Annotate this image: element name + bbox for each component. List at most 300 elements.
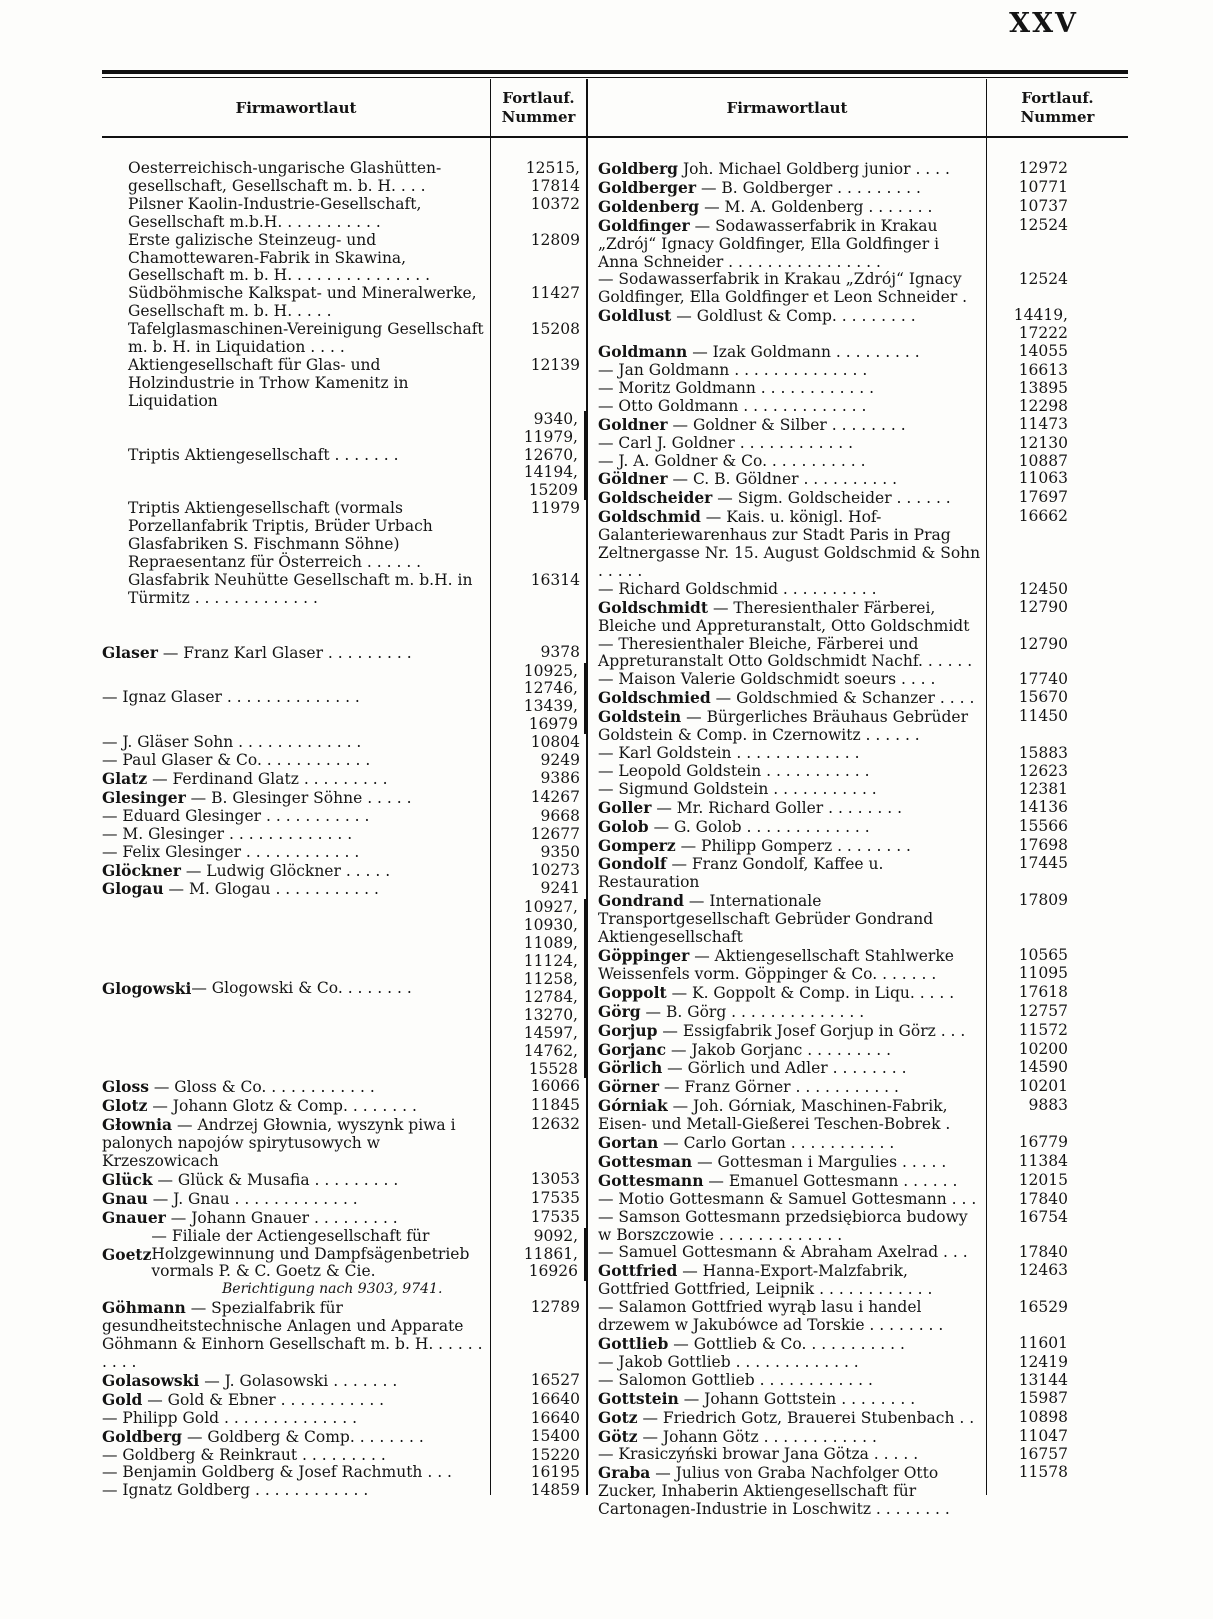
firm-entry — [598, 380, 1074, 398]
firm-name — [598, 1078, 986, 1097]
firm-keyword: Goldberg — [598, 159, 679, 178]
serial-number: 12419 — [1018, 1352, 1068, 1371]
firm-text: — Maison Valerie Goldschmidt soeurs . . . . — [598, 670, 936, 689]
firm-keyword: Göppinger — [598, 945, 690, 965]
serial-number: 16979 — [528, 715, 578, 734]
firm-name — [598, 1335, 986, 1354]
firm-text: — Philipp Gold . . . . . . . . . . . . . . — [102, 1408, 358, 1427]
firm-entry — [102, 1447, 586, 1465]
firm-name — [598, 763, 986, 781]
serial-numbers — [490, 1428, 586, 1446]
serial-numbers — [490, 232, 586, 250]
serial-number: 14859 — [530, 1481, 580, 1500]
serial-number: 16757 — [1018, 1445, 1068, 1464]
firm-text: — Johann Gnauer . . . . . . . . . — [165, 1208, 398, 1227]
firm-text: — Gottlieb & Co. . . . . . . . . . . — [668, 1335, 905, 1353]
firm-name — [598, 1003, 986, 1022]
firm-text: — B. Glesinger Söhne . . . . . — [185, 788, 412, 807]
serial-number: 11473 — [1018, 414, 1068, 433]
firm-name — [102, 1116, 490, 1171]
firm-entry — [102, 880, 586, 899]
firm-entry — [102, 770, 586, 789]
serial-numbers — [986, 1244, 1074, 1262]
firm-entry — [598, 1372, 1074, 1390]
firm-entry — [102, 644, 586, 663]
firm-text: — Aktiengesellschaft Stahlwerke Weissenfels vorm. Göppinger & Co. . . . . . . — [598, 946, 954, 983]
serial-number: 16926 — [528, 1262, 578, 1281]
header-nummer-right: Fortlauf. Nummer — [1020, 89, 1095, 126]
firm-text: — Benjamin Goldberg & Josef Rachmuth . . . — [102, 1463, 452, 1482]
firm-keyword: Glogowski — [102, 978, 192, 998]
firm-entry — [102, 862, 586, 881]
serial-numbers — [986, 179, 1074, 197]
firm-name — [102, 789, 490, 808]
serial-number: 17618 — [1018, 982, 1068, 1001]
firm-entry — [102, 160, 586, 196]
firm-keyword: Göhmann — [102, 1298, 186, 1318]
firm-keyword: Gortan — [598, 1133, 659, 1153]
firm-name — [598, 1428, 986, 1447]
serial-numbers — [986, 470, 1074, 488]
serial-number: 11450 — [1018, 707, 1068, 726]
firm-entry — [102, 1209, 586, 1228]
serial-number: 11095 — [1018, 963, 1068, 982]
serial-numbers — [986, 380, 1074, 398]
firm-entry — [102, 1428, 586, 1447]
firm-keyword: Goldmann — [598, 342, 688, 362]
serial-numbers — [986, 837, 1074, 855]
serial-number: 16754 — [1018, 1207, 1068, 1226]
serial-number: 14194, — [523, 463, 578, 482]
firm-name — [598, 380, 986, 398]
serial-number: 11124, — [523, 952, 578, 971]
serial-numbers — [490, 285, 586, 303]
firm-entry — [598, 1191, 1074, 1209]
firm-name — [598, 1153, 986, 1172]
serial-number: 10930, — [523, 916, 578, 935]
firm-name — [598, 470, 986, 489]
serial-number: 15400 — [530, 1426, 580, 1445]
firm-keyword: Gnau — [102, 1188, 148, 1208]
serial-numbers — [490, 1464, 586, 1482]
firm-entry — [598, 745, 1074, 763]
firm-keyword: Goldfinger — [598, 215, 690, 235]
serial-numbers — [490, 160, 586, 196]
firm-text: — Motio Gottesmann & Samuel Gottesmann . . . — [598, 1189, 977, 1208]
firm-name — [102, 1171, 490, 1190]
serial-numbers — [986, 984, 1074, 1002]
firm-text: — Ignatz Goldberg . . . . . . . . . . . . — [102, 1481, 369, 1500]
firm-name — [598, 947, 986, 984]
serial-number: 15987 — [1018, 1388, 1068, 1407]
serial-number: 13144 — [1018, 1370, 1068, 1389]
serial-number: 15220 — [530, 1445, 580, 1464]
firm-keyword: Götz — [598, 1426, 638, 1446]
firm-entry — [102, 321, 586, 357]
firm-text: — Felix Glesinger . . . . . . . . . . . . — [102, 842, 360, 861]
firm-name — [102, 1228, 490, 1282]
firm-text: — Salomon Gottlieb . . . . . . . . . . . . — [598, 1370, 873, 1389]
firm-entry — [102, 734, 586, 752]
header-firmawortlaut-left: Firmawortlaut — [235, 98, 357, 117]
firm-text: — Filiale der Actiengesellschaft für Holzgewinnung und Dampfsägenbetrieb vormals P. & C. Goetz & Cie. — [151, 1226, 470, 1281]
firm-name — [598, 799, 986, 818]
firm-name — [598, 671, 986, 689]
firm-text: — B. Görg . . . . . . . . . . . . . . — [640, 1002, 865, 1021]
serial-numbers — [986, 1299, 1074, 1317]
firm-entry — [598, 1299, 1074, 1335]
firm-entry — [102, 789, 586, 808]
firm-entry — [598, 198, 1074, 217]
firm-name — [102, 232, 490, 286]
firm-text: — Salamon Gottfried wyrąb lasu i handel drzewem w Jakubówce ad Torskie . . . . . . . . — [598, 1298, 944, 1335]
firm-text: — Gold & Ebner . . . . . . . . . . . — [142, 1390, 385, 1409]
serial-numbers — [986, 1464, 1074, 1482]
firm-text: Triptis Aktiengesellschaft (vormals Porzellanfabrik Triptis, Brüder Urbach Glasfabriken S. Fischmann Söhne) Repraesentanz für Österreich . . . . . . — [128, 499, 433, 571]
serial-number: 12789 — [530, 1298, 580, 1317]
firm-entry — [598, 708, 1074, 745]
firm-text: — Glück & Musafia . . . . . . . . . — [152, 1170, 399, 1189]
firm-text: — Eduard Glesinger . . . . . . . . . . . — [102, 806, 370, 825]
section-gap — [102, 608, 586, 644]
serial-numbers — [490, 663, 586, 735]
serial-number: 15209 — [528, 481, 578, 500]
firm-entry — [598, 343, 1074, 362]
firm-keyword: Gomperz — [598, 835, 676, 855]
firm-text: — Internationale Transportgesellschaft Gebrüder Gondrand Aktiengesellschaft — [598, 892, 934, 947]
serial-numbers — [986, 1262, 1074, 1280]
serial-number: 11572 — [1018, 1020, 1068, 1039]
serial-number: 13270, — [523, 1005, 578, 1024]
firm-name — [598, 1446, 986, 1464]
firm-entry — [598, 453, 1074, 471]
serial-number: 9386 — [540, 769, 580, 787]
serial-number: 12677 — [530, 824, 580, 843]
serial-numbers — [986, 636, 1074, 654]
serial-number: 10200 — [1018, 1039, 1068, 1058]
firm-text: Südböhmische Kalkspat- und Mineralwerke, Gesellschaft m. b. H. . . . . — [128, 284, 477, 321]
serial-number: 16066 — [530, 1077, 580, 1096]
serial-number: 12972 — [1018, 159, 1068, 177]
firm-keyword: Głownia — [102, 1115, 173, 1135]
serial-numbers — [490, 826, 586, 844]
firm-name — [598, 818, 986, 837]
firm-keyword: Gorjup — [598, 1020, 658, 1040]
serial-numbers — [490, 1097, 586, 1115]
firm-entry — [102, 1078, 586, 1097]
firm-text: — Jan Goldmann . . . . . . . . . . . . . . — [598, 360, 868, 379]
firm-entry — [598, 1354, 1074, 1372]
firm-entry — [598, 1390, 1074, 1409]
firm-name — [598, 217, 986, 272]
firm-name — [102, 663, 490, 735]
serial-number: 10925, — [523, 661, 578, 680]
firm-name — [598, 1262, 986, 1299]
firm-name — [102, 411, 490, 501]
firm-keyword: Goldschmid — [598, 507, 701, 527]
firm-text: — Friedrich Gotz, Brauerei Stubenbach . . — [637, 1408, 975, 1427]
firm-text: — Izak Goldmann . . . . . . . . . — [687, 343, 920, 362]
firm-entry — [598, 489, 1074, 508]
firm-text: — Carlo Gortan . . . . . . . . . . . — [658, 1134, 895, 1153]
serial-number: 15528 — [528, 1059, 578, 1078]
firm-text: Joh. Michael Goldberg junior . . . . — [678, 160, 950, 178]
serial-number: 12632 — [530, 1115, 580, 1134]
serial-number: 12809 — [530, 230, 580, 249]
serial-numbers — [490, 196, 586, 214]
firm-entry — [102, 357, 586, 411]
firm-entry — [598, 1078, 1074, 1097]
serial-number: 9883 — [1028, 1096, 1068, 1115]
serial-number: 15566 — [1018, 816, 1068, 835]
firm-text: Oesterreichisch-ungarische Glashütten-gesellschaft, Gesellschaft m. b. H. . . . — [128, 159, 442, 195]
serial-number: 12784, — [523, 987, 578, 1006]
firm-entry — [598, 1428, 1074, 1447]
serial-number: 17445 — [1018, 854, 1068, 873]
serial-numbers — [490, 1410, 586, 1428]
firm-entry — [102, 1116, 586, 1171]
firm-text: — J. A. Goldner & Co. . . . . . . . . . . — [598, 451, 866, 470]
firm-name — [598, 343, 986, 362]
firm-name — [598, 1172, 986, 1191]
serial-numbers — [490, 899, 586, 1078]
firm-entry — [598, 1153, 1074, 1172]
firm-name — [102, 1464, 490, 1482]
serial-number: 10887 — [1018, 451, 1068, 470]
header-rule — [102, 136, 1128, 138]
firm-text: — Gloss & Co. . . . . . . . . . . . — [148, 1078, 375, 1097]
firm-entry — [598, 1003, 1074, 1022]
serial-numbers — [986, 671, 1074, 689]
firm-entry — [598, 1335, 1074, 1354]
firm-keyword: Goetz — [102, 1244, 152, 1264]
firm-entry — [102, 1391, 586, 1410]
firm-text: Erste galizische Steinzeug- und Chamottewaren-Fabrik in Skawina, Gesellschaft m. b. H. . . . . . . . . . . . . . . — [128, 230, 431, 285]
firm-text: — B. Goldberger . . . . . . . . . — [696, 178, 921, 197]
firm-name — [102, 808, 490, 826]
serial-number: 12746, — [523, 679, 578, 698]
firm-entry — [598, 599, 1074, 636]
firm-text: — Jakob Gottlieb . . . . . . . . . . . . . — [598, 1352, 859, 1371]
serial-number: 13053 — [530, 1169, 580, 1188]
firm-name — [102, 1410, 490, 1428]
serial-number: 13895 — [1018, 378, 1068, 397]
firm-name — [598, 892, 986, 947]
serial-number: 14762, — [523, 1041, 578, 1060]
serial-number: 17809 — [1018, 891, 1068, 910]
firm-text: — M. A. Goldenberg . . . . . . . — [699, 197, 933, 216]
right-column — [598, 160, 1074, 1519]
firm-text: — Theresienthaler Färberei, Bleiche und Appreturanstalt, Otto Goldschmidt — [598, 598, 970, 635]
serial-number: 16640 — [530, 1389, 580, 1408]
serial-numbers — [490, 321, 586, 339]
firm-text: — Goldschmied & Schanzer . . . . — [710, 689, 975, 708]
serial-number: 16662 — [1018, 507, 1068, 526]
left-column — [102, 160, 586, 1500]
firm-name — [598, 362, 986, 380]
serial-number: 10565 — [1018, 945, 1068, 964]
serial-numbers — [490, 808, 586, 826]
firm-name — [598, 489, 986, 508]
firm-name — [598, 745, 986, 763]
firm-keyword: Glogau — [102, 879, 164, 899]
firm-text: — Görlich und Adler . . . . . . . . — [662, 1059, 907, 1078]
serial-number: 9340, — [533, 409, 578, 428]
firm-name — [102, 572, 490, 608]
firm-name — [102, 844, 490, 862]
firm-name — [102, 899, 490, 1078]
firm-name — [102, 1482, 490, 1500]
serial-numbers — [986, 947, 1074, 983]
firm-entry — [598, 636, 1074, 672]
serial-numbers — [986, 453, 1074, 471]
serial-numbers — [986, 198, 1074, 216]
serial-number: 12139 — [530, 355, 580, 374]
serial-number: 12524 — [1018, 270, 1068, 289]
serial-numbers — [490, 1299, 586, 1317]
serial-number: 11979, — [523, 427, 578, 446]
serial-numbers — [986, 763, 1074, 781]
firm-name — [598, 781, 986, 799]
serial-number: 10201 — [1018, 1077, 1068, 1096]
firm-text: — Johann Götz . . . . . . . . . . . . — [637, 1427, 877, 1446]
serial-numbers — [986, 343, 1074, 361]
firm-text: Pilsner Kaolin-Industrie-Gesellschaft, Gesellschaft m.b.H. . . . . . . . . . . — [128, 194, 422, 231]
firm-entry — [598, 1097, 1074, 1134]
serial-number: 14597, — [523, 1023, 578, 1042]
serial-number: 16613 — [1018, 360, 1068, 379]
serial-numbers — [490, 789, 586, 807]
firm-keyword: Golob — [598, 816, 649, 836]
serial-number: 11047 — [1018, 1426, 1068, 1445]
serial-number: 17840 — [1018, 1189, 1068, 1208]
serial-numbers — [490, 1482, 586, 1500]
firm-text: — J. Gnau . . . . . . . . . . . . . — [147, 1189, 358, 1208]
serial-number: 10372 — [530, 194, 580, 213]
serial-numbers — [490, 752, 586, 770]
firm-text: — Otto Goldmann . . . . . . . . . . . . . — [598, 396, 867, 415]
firm-keyword: Gottfried — [598, 1261, 678, 1281]
serial-numbers — [986, 362, 1074, 380]
firm-text: — Joh. Górniak, Maschinen-Fabrik, Eisen- und Metall-Gießerei Teschen-Bobrek . — [598, 1097, 951, 1134]
firm-name — [102, 500, 490, 572]
firm-entry — [598, 179, 1074, 198]
top-rule — [102, 70, 1128, 74]
firm-text: — Paul Glaser & Co. . . . . . . . . . . . — [102, 751, 371, 770]
serial-numbers — [490, 572, 586, 590]
serial-numbers — [986, 1390, 1074, 1408]
firm-entry — [102, 663, 586, 735]
firm-text: — Franz Görner . . . . . . . . . . . — [659, 1078, 899, 1097]
firm-name — [598, 160, 986, 179]
firm-text: — Richard Goldschmid . . . . . . . . . . — [598, 579, 877, 598]
firm-text: — Sigm. Goldscheider . . . . . . — [712, 489, 951, 508]
serial-numbers — [986, 781, 1074, 799]
firm-keyword: Goldscheider — [598, 488, 713, 508]
firm-text: — Samson Gottesmann przedsiębiorca budowy w Borszczowie . . . . . . . . . . . . . — [598, 1207, 968, 1244]
serial-number: 12298 — [1018, 396, 1068, 415]
firm-name — [102, 826, 490, 844]
firm-keyword: Goldschmied — [598, 688, 711, 708]
firm-text: — Moritz Goldmann . . . . . . . . . . . . — [598, 378, 875, 397]
serial-number: 17698 — [1018, 835, 1068, 854]
serial-numbers — [490, 1228, 586, 1282]
firm-keyword: Glöckner — [102, 860, 181, 880]
serial-numbers — [986, 745, 1074, 763]
serial-number: 17697 — [1018, 488, 1068, 507]
firm-entry — [598, 581, 1074, 599]
serial-number: 12130 — [1018, 433, 1068, 452]
serial-number: 12670, — [523, 445, 578, 464]
serial-numbers — [986, 1446, 1074, 1464]
firm-text: — Essigfabrik Josef Gorjup in Görz . . . — [657, 1021, 966, 1040]
serial-numbers — [490, 1372, 586, 1390]
firm-text: — Theresienthaler Bleiche, Färberei und Appreturanstalt Otto Goldschmidt Nachf. . . . . . — [598, 634, 973, 671]
firm-entry — [598, 1041, 1074, 1060]
firm-name — [102, 862, 490, 881]
firm-name — [598, 1244, 986, 1262]
firm-text: — Goldberg & Reinkraut . . . . . . . . . — [102, 1445, 386, 1464]
firm-name — [598, 837, 986, 856]
firm-text: — C. B. Göldner . . . . . . . . . . — [667, 470, 898, 489]
firm-entry — [102, 752, 586, 770]
firm-text: — Karl Goldstein . . . . . . . . . . . . . — [598, 744, 860, 762]
firm-text: — Goldner & Silber . . . . . . . . — [667, 415, 906, 434]
firm-entry — [102, 411, 586, 501]
serial-numbers — [986, 1372, 1074, 1390]
firm-name — [102, 357, 490, 411]
firm-text: — K. Goppolt & Comp. in Liqu. . . . . — [666, 983, 955, 1002]
serial-number: 12463 — [1018, 1261, 1068, 1280]
serial-number: 11258, — [523, 969, 578, 988]
firm-entry — [102, 1482, 586, 1500]
firm-name — [102, 880, 490, 899]
firm-keyword: Gold — [102, 1389, 143, 1409]
serial-number: 9668 — [540, 806, 580, 825]
serial-numbers — [490, 880, 586, 898]
firm-entry — [102, 899, 586, 1078]
firm-keyword: Gottstein — [598, 1388, 679, 1408]
serial-numbers — [986, 1172, 1074, 1190]
column-divider — [586, 79, 588, 1495]
serial-numbers — [490, 1116, 586, 1134]
top-rule-thin — [102, 77, 1128, 78]
firm-name — [102, 734, 490, 752]
firm-entry — [598, 435, 1074, 453]
firm-name — [102, 752, 490, 770]
serial-number: 10898 — [1018, 1407, 1068, 1426]
firm-name — [598, 1464, 986, 1519]
header-firmawortlaut-right: Firmawortlaut — [726, 98, 848, 117]
firm-text: — Emanuel Gottesmann . . . . . . — [703, 1171, 958, 1190]
serial-numbers — [986, 1134, 1074, 1152]
firm-text: — Ignaz Glaser . . . . . . . . . . . . . . — [102, 688, 360, 707]
firm-keyword: Göldner — [598, 469, 668, 489]
firm-text: — M. Glogau . . . . . . . . . . . — [163, 880, 379, 899]
serial-number: 15208 — [530, 320, 580, 339]
serial-numbers — [986, 892, 1074, 910]
firm-entry — [598, 470, 1074, 489]
firm-entry — [598, 837, 1074, 856]
firm-keyword: Glatz — [102, 769, 148, 788]
serial-number: 17535 — [530, 1207, 580, 1226]
serial-number: 10737 — [1018, 196, 1068, 215]
serial-numbers — [490, 734, 586, 752]
firm-text: — G. Golob . . . . . . . . . . . . . — [648, 817, 870, 836]
firm-name — [598, 1134, 986, 1153]
serial-number: 11979 — [530, 499, 580, 518]
firm-name — [598, 581, 986, 599]
